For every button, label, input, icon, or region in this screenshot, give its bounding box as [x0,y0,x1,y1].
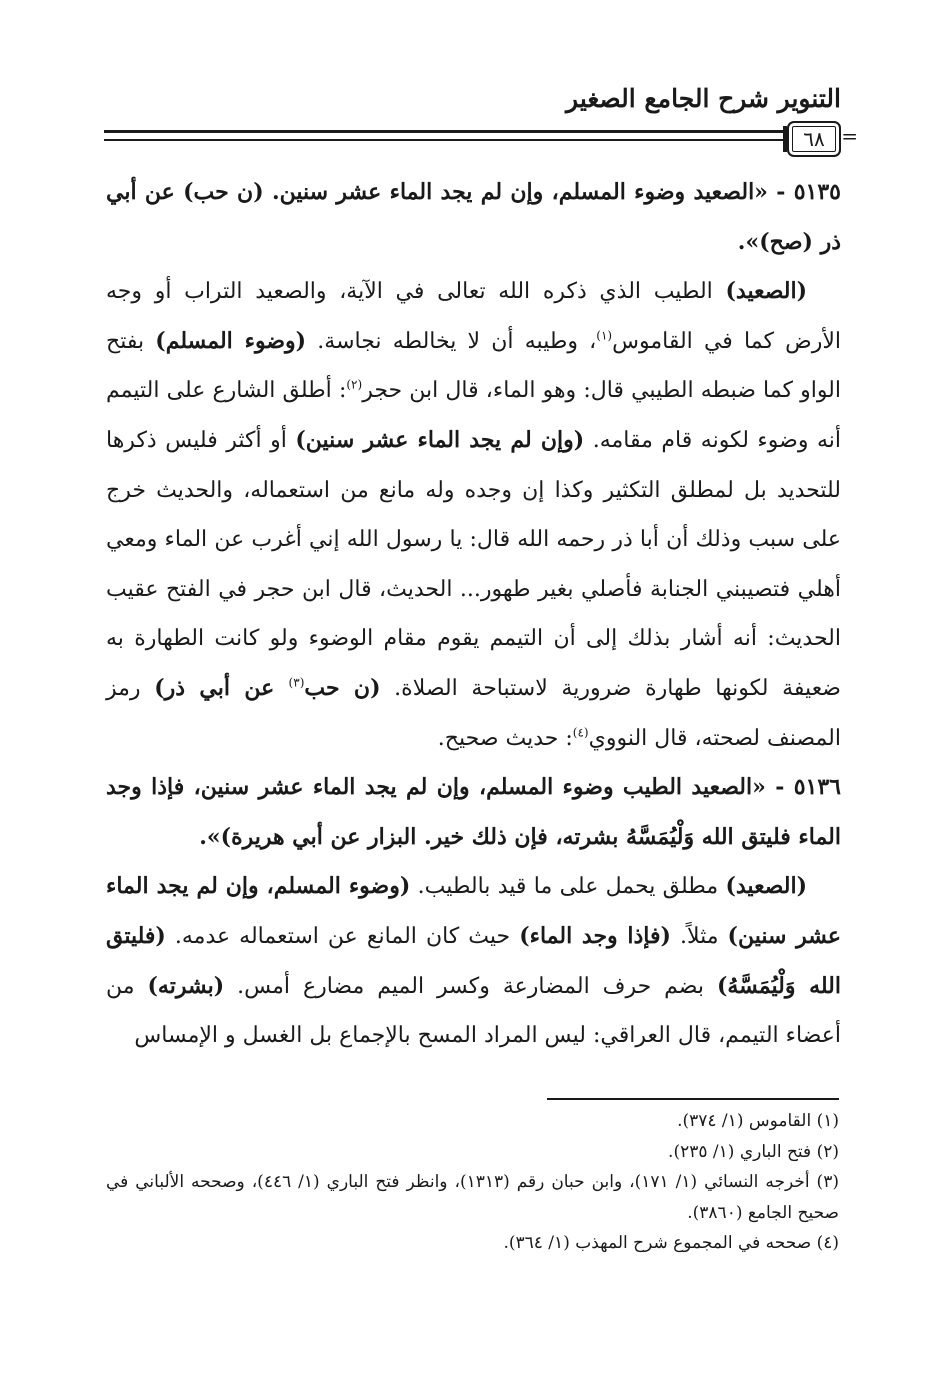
text-segment: ، وطيبه أن لا يخالطه نجاسة. [306,328,597,354]
bold-segment: (الصعيد) [725,278,807,305]
bold-segment: (فليتق الله وَلْيُمَسَّهُ) [106,922,842,999]
bold-segment: (الصعيد) [725,873,807,900]
hadith-number: ٥١٣٥ [793,179,841,205]
header-ornament: = [841,124,858,148]
commentary-5135 [106,267,841,763]
footnote-ref: (١) [596,328,613,343]
header-rule-thin [104,139,797,141]
footnote-1: (١) القاموس (١/ ٣٧٤). [677,1111,839,1131]
header-rule-thick [104,130,797,133]
footnote-ref: (٢) [346,378,363,393]
bold-segment: عن أبي ذر) [154,674,289,701]
bold-segment: (وضوء المسلم) [155,327,307,354]
commentary-5136 [106,862,841,1060]
running-title: التنوير شرح الجامع الصغير [566,84,841,113]
hadith-text: «الصعيد وضوء المسلم، وإن لم يجد الماء عشر سنين. (ن حب) عن أبي ذر (صح)». [106,179,841,255]
main-text [106,168,841,1061]
text-segment: مثلاً. [670,923,728,949]
hadith-number: ٥١٣٦ [793,774,841,801]
text-segment: أو أكثر فليس ذكرها للتحديد بل لمطلق التكثير وكذا إن وجده وله مانع من استعماله، والحديث خرج على سبب وذلك أن أبا ذر رحمه الله قال: يا رسول الله إني أغرب عن الماء ومعي أهلي فتصيبني الجنابة فأصلي بغير طهور... الحديث، قال ابن حجر في الفتح عقيب الحديث: أنه أشار بذلك إلى أن التيمم يقوم مقام الوضوء ولو كانت الطهارة به ضعيفة لكونها طهارة ضرورية لاستباحة الصلاة. [106,427,841,701]
hadith-text: «الصعيد الطيب وضوء المسلم، وإن لم يجد الماء عشر سنين، فإذا وجد الماء فليتق الله وَلْيُمَسَّهُ بشرته، فإن ذلك خير. البزار عن أبي هريرة)». [106,774,841,850]
bold-segment: (ن حب [304,674,381,701]
hadith-5136 [106,763,841,862]
text-segment: : حديث صحيح. [437,725,573,751]
text-segment: بفتح الواو كما ضبطه الطيبي قال: وهو الماء، قال ابن حجر [106,328,841,404]
footnotes [106,1106,839,1259]
text-segment: بضم حرف المضارعة وكسر الميم مضارع أمس. [224,973,717,999]
footnote-2: (٢) فتح الباري (١/ ٢٣٥). [668,1141,839,1162]
bold-segment: (بشرته) [147,972,225,999]
footnote-3: (٣) أخرجه النسائي (١/ ١٧١)، وابن حبان رقم (١٣١٣)، وانظر فتح الباري (١/ ٤٤٦)، وصححه الألباني في صحيح الجامع (٣٨٦٠). [106,1172,839,1223]
text-segment: الطيب الذي ذكره الله تعالى في الآية، والصعيد التراب أو وجه الأرض كما في القاموس [106,279,842,354]
text-segment: : أطلق الشارع على التيمم أنه وضوء لكونه قام مقامه. [106,378,841,453]
bold-segment: (فإذا وجد الماء) [519,922,671,949]
footnote-ref: (٤) [572,725,589,740]
text-segment: رمز المصنف لصحته، قال النووي [106,675,841,751]
text-segment: حيث كان المانع عن استعماله عدمه. [165,923,520,949]
footnote-ref: (٣) [288,675,305,690]
entry-separator: - [767,179,794,205]
page-number: ٦٨ [787,121,841,157]
text-segment: من أعضاء التيمم، قال العراقي: ليس المراد المسح بالإجماع بل الغسل و الإمساس [106,973,841,1049]
footnote-4: (٤) صححه في المجموع شرح المهذب (١/ ٣٦٤). [503,1233,839,1253]
bold-segment: (وإن لم يجد الماء عشر سنين) [295,426,585,453]
hadith-5135 [106,168,841,267]
text-segment: مطلق يحمل على ما قيد بالطيب. [410,874,726,900]
bold-segment: (وضوء المسلم، وإن لم يجد الماء عشر سنين) [106,873,842,949]
footnote-separator [547,1098,839,1100]
entry-separator: - [765,774,794,801]
